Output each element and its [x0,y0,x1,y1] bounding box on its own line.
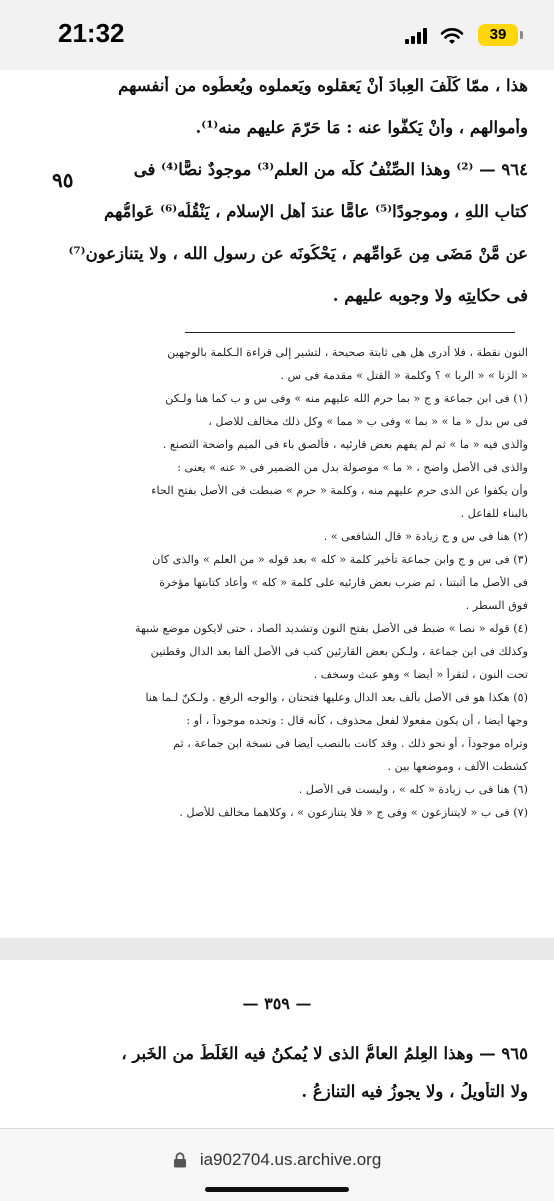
url-content[interactable] [0,1149,554,1170]
footnote-line: والذى فيه « ما » ثم لم يفهم بعض قارئيه ، فألصق باء فى الميم واضحة التصنع . [162,438,528,451]
next-scanned-page[interactable] [0,960,554,1128]
footnote-line: كشطت الألف ، وموضعها بين . [387,760,528,773]
main-line: هذا ، ممّا كَلّفَ العِبادَ أنْ يَعقلوه ويَعملوه ويُعطُوه من أنفسهم [118,76,528,95]
status-bar [0,0,554,70]
next-page-line: ولا التأويلُ ، ولا يجوزُ فيه التنازعُ . [301,1082,528,1101]
main-line: عن مَّنْ مَضَى مِن عَوامِّهم ، يَحْكُونَه عن رسولِ الله ، ولا يتنازعون⁽⁷⁾ [68,244,528,263]
footnote-line: بالبناء للفاعل . [460,507,528,520]
scanned-page[interactable] [0,70,554,938]
main-line: ٩٦٤ — ⁽²⁾ وهذا الصِّنْفُ كلُّه من العلم⁽³⁾ موجودٌ نصًّا⁽⁴⁾ فى [133,160,528,179]
footnote-line: النون نقطة ، فلا أدرى هل هى ثابتة صحيحة ، لتشير إلى قراءة الـكلمة بالوجهين [167,346,528,359]
battery-tip [520,31,523,39]
footnote-line: وجها أيضا ، أن يكون مفعولا لفعل محذوف ، كأنه قال : وتجده موجوداً ، أو : [186,714,528,727]
main-line: كتابِ اللهِ ، وموجودًا⁽⁵⁾ عامًّا عندَ أهلِ الإسلام ، يَنْقُلُه⁽⁶⁾ عَوامُّهم [103,202,528,221]
margin-number: ٩٥ [52,168,74,192]
footnote-line: (٥) هكذا هو فى الأصل بألف بعد الدال وعليها فتحتان ، والوجه الرفع . ولـكنّ لـما هنا [145,691,528,704]
footnote-line: « الزنا » « الربا » ؟ وكلمة « القتل » مقدمة فى س . [280,369,528,382]
footnote-divider [185,332,515,333]
lock-icon [173,1152,187,1168]
footnote-line: وأن يكفوا عن الذى حرم عليهم منه ، وكلمة « حرم » ضبطت فى الأصل بفتح الحاء [151,484,528,497]
footnote-line: تحت النون ، لتقرأ « أيضا » وهو عبث وسخف . [313,668,528,681]
footnote-line: فى الأصل ما أثبتنا ، ثم ضرب بعض قارئيه على كلمة « كله » وأعاد كتابتها مؤخرة [159,576,528,589]
footnote-line: (٤) قوله « نصا » ضبط فى الأصل بفتح النون وتشديد الصاد ، حتى لايكون موضع شبهة [135,622,528,635]
url-text[interactable]: ia902704.us.archive.org [199,1149,382,1169]
footnote-line: (٢) هنا فى س و ج زيادة « قال الشافعى » . [323,530,528,543]
home-indicator[interactable] [205,1187,349,1192]
main-line: وأموالهم ، وأنْ يَكفُّوا عنه : مَا حَرّمَ عليهم منه⁽¹⁾. [195,118,528,137]
clock: 21:32 [58,18,125,48]
next-page-line: ٩٦٥ — وهذا العِلمُ العامُّ الذى لا يُمكنُ فيه الغَلَطُ من الخَبرِ ، [121,1044,528,1063]
battery-level: 39 [489,26,507,43]
signal-icon [405,28,427,44]
wifi-icon [440,26,464,46]
footnote-line: (٣) فى س و ج وابن جماعة تأخير كلمة « كله » بعد قوله « من العلم » والذى كان [152,553,528,566]
footnote-line: (١) فى ابن جماعة و ج « بما حرم الله عليهم منه » وفى س و ب كما هنا ولـكن [165,392,528,405]
page-gap [0,938,554,960]
footnote-line: وكذلك فى ابن جماعة ، ولـكن بعض القارئين كتب فى الأصل ألفا بعد الدال وقطتين [150,645,528,658]
browser-url-bar[interactable] [0,1128,554,1201]
footnote-line: (٦) هنا فى ب زيادة « كله » ، وليست فى الأصل . [298,783,528,796]
footnote-line: والذى فى الأصل واضح ، « ما » موصولة بدل من الضمير فى « عنه » يعنى : [177,461,528,474]
page-number: — ٣٥٩ — [242,994,312,1013]
main-line: فى حكايتِه ولا وجوبِه عليهم . [332,286,528,305]
footnote-line: وتراه موجوداً ، أو نحو ذلك . وقد كانت بالنصب أيضا فى نسخة ابن جماعة ، ثم [173,737,528,750]
footnote-line: فوق السطر . [465,599,528,612]
footnote-line: فى س بدل « ما » « بما » وفى ب « مما » وكل ذلك مخالف للاصل ، [208,415,528,428]
battery-icon [478,24,518,46]
footnote-line: (٧) فى ب « لايتنازعون » وفى ج « فلا يتنازعون » ، وكلاهما مخالف للأصل . [179,806,528,819]
